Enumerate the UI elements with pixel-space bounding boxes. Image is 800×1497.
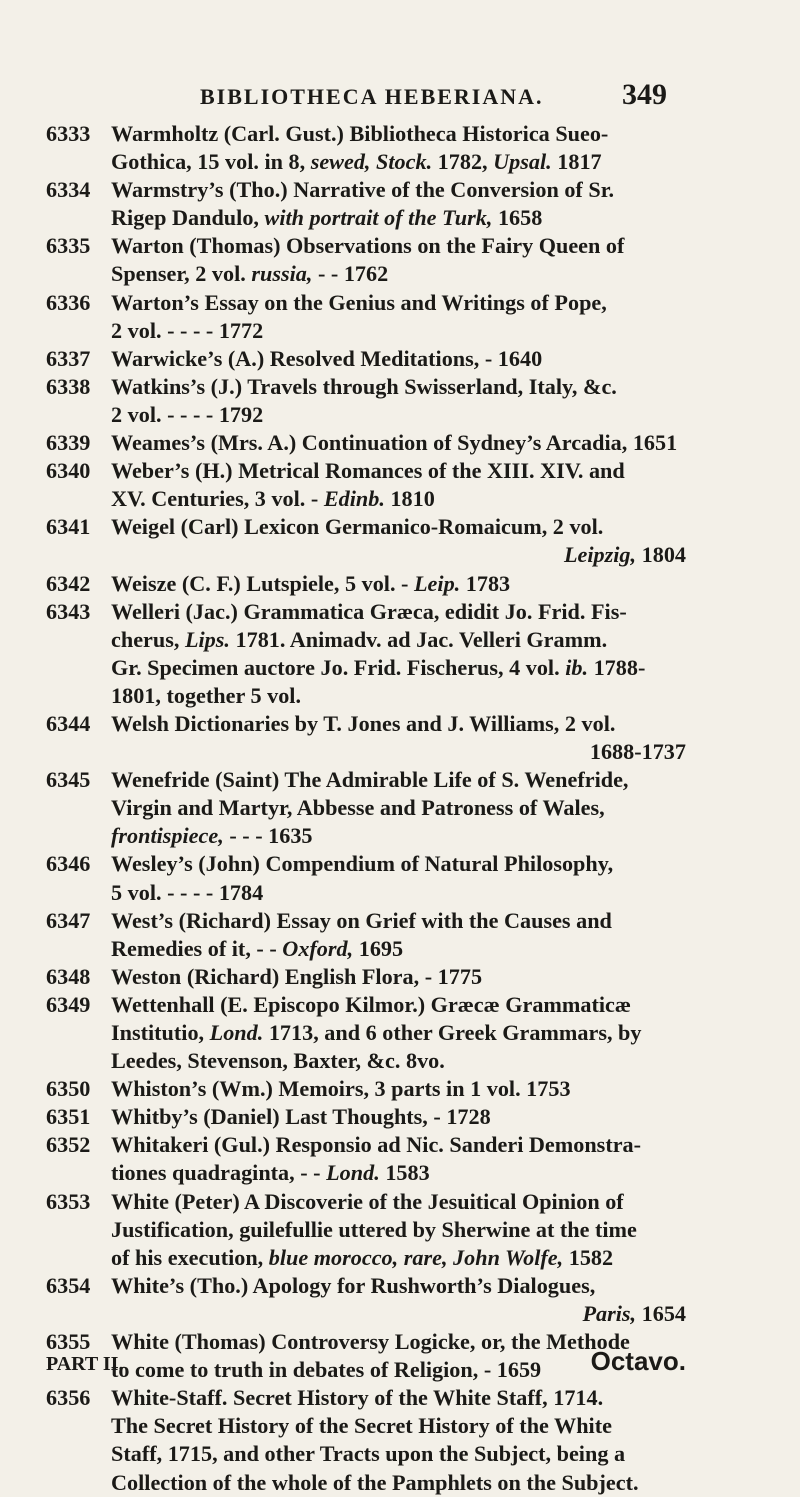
entry-line [111,1019,686,1047]
catalogue-entry [46,1103,686,1131]
italic-segment: Lond. [326,1160,380,1186]
text-segment: Whitby’s (Daniel) Last Thoughts, - 1728 [111,1104,491,1130]
entry-line [111,1469,686,1497]
catalogue-entry [46,176,686,232]
entry-line [111,879,686,907]
catalogue-entry [46,1075,686,1103]
entry-number: 6347 [46,907,91,933]
entry-line [111,654,686,682]
entry-number: 6351 [46,1104,91,1130]
entry-number: 6336 [46,289,91,315]
italic-segment: frontispiece, [111,823,224,849]
entry-number: 6340 [46,458,91,484]
entry-line [111,907,686,935]
entry-line [111,513,686,541]
entry-line [111,429,686,457]
entry-line [111,260,686,288]
text-segment: 1783 [460,570,511,596]
text-segment: Warton (Thomas) Observations on the Fairy Queen of [111,233,625,259]
catalogue-entry [46,598,686,710]
entry-line [111,289,686,317]
entry-line [111,1300,686,1328]
entry-number: 6353 [46,1188,91,1214]
text-segment: Weston (Richard) English Flora, - 1775 [111,963,483,989]
text-segment: Warmstry’s (Tho.) Narrative of the Conversion of Sr. [111,177,615,203]
entry-line [111,766,686,794]
catalogue-entry [46,850,686,906]
entry-number: 6339 [46,430,91,456]
entry-line [111,148,686,176]
catalogue-entry [46,120,686,176]
entry-line [111,401,686,429]
text-segment: Weigel (Carl) Lexicon Germanico-Romaicum, 2 vol. [111,514,604,540]
text-segment: Wesley’s (John) Compendium of Natural Philosophy, [111,851,614,877]
text-segment: 1817 [551,149,602,175]
text-segment: Weber’s (H.) Metrical Romances of the XIII. XIV. and [111,458,625,484]
text-segment: 1804 [636,542,686,568]
entry-line [111,1103,686,1131]
catalogue-entry [46,1131,686,1187]
text-segment: Warton’s Essay on the Genius and Writings of Pope, [111,289,607,315]
italic-segment: Lond. [209,1020,264,1045]
entry-number: 6344 [46,710,91,736]
text-segment: Justification, guilefullie uttered by Sherwine at the time [111,1216,637,1242]
entry-line [111,1047,686,1075]
entry-line [111,1244,686,1272]
text-segment: Remedies of it, - - [111,935,283,961]
italic-segment: Lips. [184,626,230,652]
catalogue-entry [46,289,686,345]
catalogue-entry [46,907,686,963]
entry-line [111,1216,686,1244]
text-segment: Institutio, [111,1020,210,1045]
text-segment: 1582 [563,1244,614,1270]
text-segment: 1654 [636,1300,686,1326]
text-segment: Weisze (C. F.) Lutspiele, 5 vol. - [111,570,414,596]
text-segment: Watkins’s (J.) Travels through Swisserland, Italy, &c. [111,373,617,399]
entry-line [111,598,686,626]
entry-line [111,373,686,401]
text-segment: West’s (Richard) Essay on Grief with the Causes and [111,907,612,933]
text-segment: 2 vol. - - - - 1792 [111,401,264,427]
entry-line [111,1384,686,1412]
text-segment: 1810 [384,486,435,512]
entry-number: 6337 [46,345,91,371]
entry-line [111,963,686,991]
entry-line [111,710,686,738]
entry-line [111,232,686,260]
text-segment: 1695 [353,935,404,961]
text-segment: 1583 [379,1160,430,1186]
text-segment: - - - 1635 [223,823,313,849]
italic-segment: ib. [565,654,589,680]
text-segment: 1801, together 5 vol. [111,682,302,708]
italic-segment: Stock. [376,149,433,175]
entry-line [111,822,686,850]
entry-number: 6334 [46,177,91,203]
page-header [200,78,667,112]
entry-number: 6346 [46,851,91,877]
entry-line [111,345,686,373]
catalogue-entry [46,232,686,288]
entry-line [111,1188,686,1216]
text-segment: Whiston’s (Wm.) Memoirs, 3 parts in 1 vol. 1753 [111,1076,571,1102]
text-segment: 2 vol. - - - - 1772 [111,317,264,343]
running-title: BIBLIOTHECA HEBERIANA. [200,84,544,109]
entry-line [111,541,686,569]
entry-line [111,682,686,710]
text-segment: XV. Centuries, 3 vol. - [111,486,324,512]
catalogue-entry [46,345,686,373]
catalogue-entry [46,513,686,569]
part-marker: PART II. [46,1353,124,1375]
entry-line [111,204,686,232]
text-segment: Whitakeri (Gul.) Responsio ad Nic. Sanderi Demonstra- [111,1132,642,1158]
catalogue-entry [46,991,686,1075]
page-footer [46,1346,686,1377]
entry-line [111,738,686,766]
italic-segment: russia, [251,261,313,287]
entry-line [111,991,686,1019]
text-segment: 1688-1737 [589,739,686,765]
entry-number: 6341 [46,514,91,540]
entry-number: 6333 [46,121,91,146]
entry-number: 6355 [46,1329,91,1355]
text-segment: White’s (Tho.) Apology for Rushworth’s Dialogues, [111,1272,596,1298]
catalogue-entry [46,570,686,598]
entry-line [111,120,686,148]
entry-number: 6345 [46,767,91,793]
text-segment: Welsh Dictionaries by T. Jones and J. Williams, 2 vol. [111,710,616,736]
entry-number: 6354 [46,1272,91,1298]
catalogue-entry [46,1188,686,1272]
entry-line [111,485,686,513]
entry-number: 6343 [46,598,91,624]
text-segment: Gothica, 15 vol. in 8, [111,149,311,175]
text-segment: Leedes, Stevenson, Baxter, &c. 8vo. [111,1048,445,1074]
catalogue-entry [46,710,686,766]
text-segment: Collection of the whole of the Pamphlets on the Subject. [111,1469,639,1495]
text-segment: White (Thomas) Controversy Logicke, or, the Methode [111,1329,630,1355]
italic-segment: Leip. [414,570,461,596]
catalogue-entry [46,457,686,513]
italic-segment: Upsal. [493,149,552,175]
text-segment: Warwicke’s (A.) Resolved Meditations, - 1640 [111,345,543,371]
text-segment: The Secret History of the Secret History of the White [111,1413,612,1439]
text-segment: 1782, [432,149,494,175]
text-segment: - - 1762 [312,261,389,287]
entry-number: 6342 [46,570,91,596]
entry-line [111,457,686,485]
entry-number: 6348 [46,963,91,989]
text-segment: of his execution, [111,1244,269,1270]
entry-number: 6352 [46,1132,91,1158]
text-segment: Virgin and Martyr, Abbesse and Patroness of Wales, [111,795,605,821]
catalogue-entry [46,429,686,457]
entry-line [111,850,686,878]
italic-segment: sewed, [310,149,371,175]
signature-mark: Octavo. [590,1346,686,1376]
text-segment: Wettenhall (E. Episcopo Kilmor.) Græcæ Grammaticæ [111,991,631,1017]
text-segment: cherus, [111,626,185,652]
text-segment: Warmholtz (Carl. Gust.) Bibliotheca Historica Sueo- [111,121,609,146]
entry-line [111,626,686,654]
catalogue-entry [46,1384,686,1496]
entry-line [111,1412,686,1440]
text-segment: Gr. Specimen auctore Jo. Frid. Fischerus, 4 vol. [111,654,566,680]
text-segment: to come to truth in debates of Religion, - 1659 [111,1357,542,1383]
text-segment: Spenser, 2 vol. [111,261,252,287]
catalogue-entry [46,1272,686,1328]
entry-number: 6350 [46,1076,91,1102]
entry-number: 6338 [46,373,91,399]
italic-segment: with portrait of the Turk, [264,205,493,231]
entry-number: 6349 [46,991,91,1017]
italic-segment: Leipzig, [563,542,637,568]
text-segment: 1658 [492,205,543,231]
entry-line [111,794,686,822]
entry-number: 6335 [46,233,91,259]
text-segment: Weames’s (Mrs. A.) Continuation of Sydney’s Arcadia, 1651 [111,430,678,456]
italic-segment: John Wolfe, [453,1244,564,1270]
entry-line [111,1272,686,1300]
catalogue-entries [46,120,686,1497]
text-segment: 1788- [588,654,646,680]
entry-line [111,176,686,204]
catalogue-entry [46,963,686,991]
text-segment: White-Staff. Secret History of the White Staff, 1714. [111,1385,604,1411]
italic-segment: Edinb. [323,486,385,512]
text-segment: Staff, 1715, and other Tracts upon the Subject, being a [111,1441,626,1467]
italic-segment: Paris, [582,1300,637,1326]
text-segment: Welleri (Jac.) Grammatica Græca, edidit Jo. Frid. Fis- [111,598,627,624]
text-segment: 1781. Animadv. ad Jac. Velleri Gramm. [229,626,608,652]
text-segment: 1713, and 6 other Greek Grammars, by [263,1020,642,1045]
text-segment: 5 vol. - - - - 1784 [111,879,264,905]
entry-line [111,317,686,345]
entry-line [111,935,686,963]
entry-line [111,1075,686,1103]
entry-line [111,1159,686,1187]
text-segment: Wenefride (Saint) The Admirable Life of S. Wenefride, [111,767,629,793]
page-number: 349 [622,78,667,111]
italic-segment: blue morocco, rare, [268,1244,448,1270]
text-segment: tiones quadraginta, - - [111,1160,327,1186]
text-segment: Rigep Dandulo, [111,205,265,231]
entry-line [111,570,686,598]
text-segment: White (Peter) A Discoverie of the Jesuitical Opinion of [111,1188,624,1214]
entry-line [111,1440,686,1468]
catalogue-entry [46,373,686,429]
entry-number: 6356 [46,1385,91,1411]
catalogue-entry [46,766,686,850]
italic-segment: Oxford, [282,935,354,961]
entry-line [111,1131,686,1159]
